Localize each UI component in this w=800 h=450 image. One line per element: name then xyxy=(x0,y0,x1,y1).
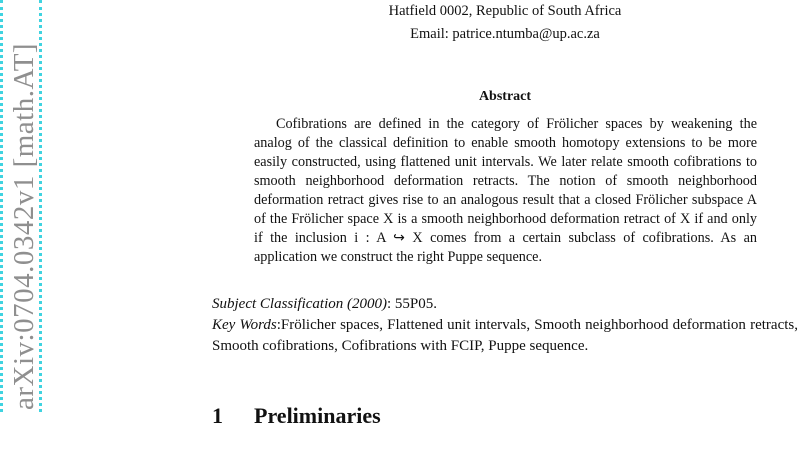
key-words xyxy=(212,315,798,356)
author-email: Email: patrice.ntumba@up.ac.za xyxy=(410,26,600,42)
subject-classification-label: Subject Classification (2000) xyxy=(212,296,387,312)
section-title: Preliminaries xyxy=(254,403,381,428)
arxiv-stamp xyxy=(0,0,42,412)
abstract-heading: Abstract xyxy=(478,89,532,104)
subject-classification-value: : 55P05. xyxy=(386,296,437,312)
arxiv-identifier: arXiv:0704.0342v1 [math.AT] xyxy=(8,42,40,410)
author-address: Hatfield 0002, Republic of South Africa xyxy=(388,3,622,19)
section-number: 1 xyxy=(212,403,223,428)
key-words-value: :Frölicher spaces, Flattened unit intervals, Smooth neighborhood deformation retracts, Smooth cofibrations, Cofibrations with FCIP, Puppe sequence. xyxy=(212,317,799,354)
subject-classification xyxy=(212,294,798,315)
key-words-label: Key Words xyxy=(212,317,277,333)
abstract-text: Cofibrations are defined in the category of Frölicher spaces by weakening the analog of the classical definition to enable smooth homotopy extensions to be more easily constructed, using flattened unit intervals. We later relate smooth cofibrations to smooth neighborhood deformation retracts. The notion of smooth neighborhood deformation retract gives rise to an analogous result that a closed Frölicher subspace A of the Frölicher space X is a smooth neighborhood deformation retract of X if and only if the inclusion i : A ↪ X comes from a certain subclass of cofibrations. As an application we construct the right Puppe sequence. xyxy=(254,116,757,265)
section-heading xyxy=(212,403,381,429)
